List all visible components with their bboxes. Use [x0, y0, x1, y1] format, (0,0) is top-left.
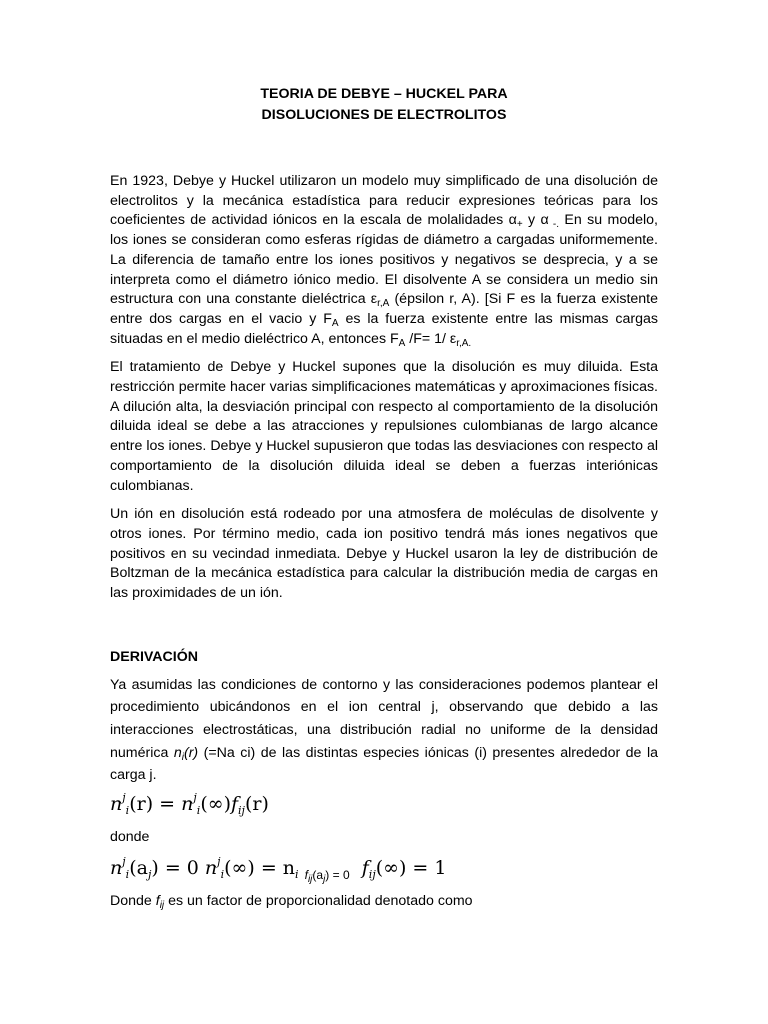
math-f: f: [304, 867, 308, 882]
math-f: f: [361, 856, 369, 879]
math-text: ) = 0: [151, 856, 199, 879]
subscript: ij: [368, 867, 376, 881]
text-run: es la fuerza existente entre las mismas cargas situadas en el medio dieléctrico A, entonces F: [110, 310, 658, 347]
title-line-2: DISOLUCIONES DE ELECTROLITOS: [261, 107, 507, 123]
section-heading: DERIVACIÓN: [110, 648, 199, 665]
text-run: es un factor de proporcionalidad denotado como: [164, 892, 473, 909]
subscript: i: [196, 803, 201, 817]
label-donde: donde: [110, 828, 150, 845]
subscript: i: [220, 867, 225, 881]
subscript: +: [516, 219, 523, 231]
text-run: (=Na ci) de las distintas especies iónicas (i) presentes alrededor de la carga j.: [110, 744, 658, 784]
variable-f: f: [155, 892, 160, 909]
subscript: A: [398, 337, 406, 349]
text-run: En 1923, Debye y Huckel utilizaron un modelo muy simplificado de una disolución de electrolitos y la mecánica estadística para reducir expresiones teóricas para los coeficientes de actividad iónicos en la escala de molalidades: [110, 173, 658, 229]
equation-distribution: [110, 787, 658, 821]
text-run: /F= 1/ ε: [405, 330, 457, 347]
subscript: j: [147, 867, 152, 881]
subscript: ij: [238, 803, 245, 817]
variable-n: n: [173, 744, 182, 761]
document-title: [110, 84, 658, 126]
math-text: (a: [312, 867, 324, 882]
paragraph-factor: [110, 891, 658, 911]
paragraph-treatment: El tratamiento de Debye y Huckel supones que la disolución es muy diluida. Esta restricción permite hacer varias simplificaciones matemáticas y aproximaciones físicas. A dilución alta, la desviación principal con respecto al comportamiento de la disolución diluida ideal se debe a las atracciones y repulsiones culombianas de largo alcance entre los iones. Debye y Huckel supusieron que todas las desviaciones con respecto al comportamiento de la disolución diluida ideal se deben a fuerzas interiónicas culombianas.: [110, 359, 658, 494]
text-run: Ya asumidas las condiciones de contorno y las consideraciones podemos plantear el procedimiento ubicándonos en el ion central j, observando que debido a las interacciones electrostáticas, una distribución radial no uniforme de la densidad numérica: [110, 676, 658, 761]
subscript: j: [323, 873, 326, 885]
subscript: ij: [159, 899, 165, 911]
subscript: r,A.: [456, 337, 472, 349]
equation-boundary-conditions: [110, 851, 658, 885]
paragraph-ion-atmosphere: Un ión en disolución está rodeado por una atmosfera de moléculas de disolvente y otros iones. Por término medio, cada ion positivo tendrá más iones negativos que positivos en su vecindad inmediata. Debye y Huckel usaron la ley de distribución de Boltzman de la mecánica estadística para calcular la distribución media de cargas en las proximidades de un ión.: [110, 506, 658, 602]
subscript: i: [125, 867, 130, 881]
variable-r: (r): [183, 744, 199, 761]
math-text: (a: [129, 856, 148, 879]
alpha-symbol: α: [508, 212, 517, 229]
math-n: n: [110, 792, 123, 815]
epsilon-symbol: ε: [370, 291, 378, 308]
subscript: -.: [548, 219, 560, 231]
superscript: j: [122, 790, 126, 804]
paragraph-derivation: [110, 674, 658, 787]
subscript: A: [331, 317, 339, 329]
superscript: j: [122, 854, 126, 868]
small-condition: [304, 867, 350, 885]
math-f: f: [230, 792, 239, 815]
title-line-1: TEORIA DE DEBYE – HUCKEL PARA: [260, 86, 508, 102]
subscript: r,A: [377, 298, 390, 310]
text-run: y: [522, 212, 541, 229]
subscript: ij: [307, 873, 313, 885]
math-text: ) = 0: [325, 867, 350, 882]
math-text: (∞) = n: [224, 856, 296, 879]
text-run: Donde: [110, 892, 156, 909]
math-text: (r) =: [129, 792, 182, 815]
superscript: j: [217, 854, 221, 868]
superscript: j: [193, 790, 197, 804]
subscript: i: [125, 803, 130, 817]
text-run: En su modelo, los iones se consideran como esferas rígidas de diámetro a cargadas uniformemente. La diferencia de tamaño entre los iones positivos y negativos se desprecia, y a se interpreta como el diámetro iónico medio. El disolvente A se considera un medio sin estructura con una constante dieléctrica: [110, 212, 658, 308]
math-n: n: [204, 856, 218, 879]
text-run: (épsilon r, A). [Si F es la fuerza existente entre dos cargas en el vacio y F: [110, 291, 658, 327]
math-n: n: [181, 792, 194, 815]
subscript: i: [295, 867, 299, 881]
math-n: n: [110, 856, 123, 879]
math-text: (∞) = 1: [375, 856, 447, 879]
math-text: (r): [244, 792, 269, 815]
math-text: (∞): [200, 792, 231, 815]
alpha-symbol: α: [540, 212, 549, 229]
paragraph-intro: [110, 172, 658, 349]
subscript: i: [181, 751, 184, 763]
